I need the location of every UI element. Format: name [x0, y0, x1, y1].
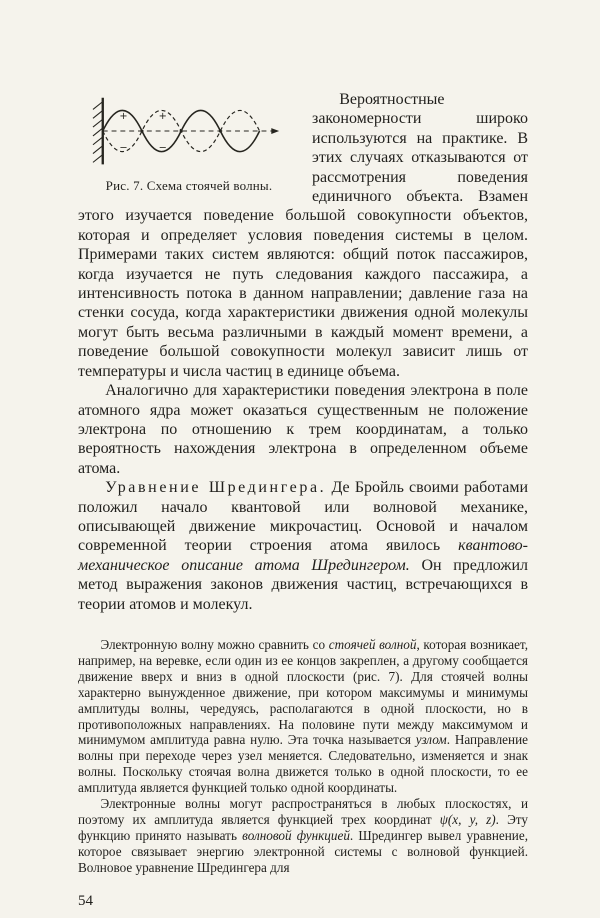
paragraph-text: , которая возникает, например, на веревке, если один из ее концов закреплен, а другому сообщается движение вверх и вниз в одной плоскости (рис. 7). Для стоячей волны характерно вынужденное движение, при котором максимумы и минимумы амплитуды волны, чередуясь, располагаются в одной плоскости, но в противоположных направлениях. На половине пути между максимумом и минимумом амплитуда равна нулю. Эта точка называется — [78, 636, 528, 748]
italic-phrase: волновой функцией — [242, 827, 350, 843]
minus-sign: − — [158, 142, 167, 154]
paragraph-text: Электронную волну можно сравнить со — [100, 636, 329, 652]
small-paragraph-wave-function — [78, 796, 528, 876]
page-number: 54 — [78, 892, 93, 909]
paragraph-text: Электронные волны могут распространяться в любых плоскостях, и поэтому их амплитуда является функцией трех координат — [78, 796, 528, 827]
paragraph-text: . Направление волны при переходе через узел меняется. Следовательно, изменяется и знак волны. Поскольку стоячая волна движется только в одной плоскости, то ее амплитуда является функцией только одной координаты. — [78, 732, 528, 796]
italic-phrase: узлом — [415, 732, 447, 748]
paragraph-electron — [78, 381, 528, 478]
plus-sign: + — [158, 111, 167, 123]
italic-phrase: стоячей волной — [328, 636, 417, 652]
wall-hatching — [93, 102, 103, 163]
standing-wave-diagram — [91, 92, 287, 172]
paragraph-text: Де Бройль своими работами положил начало квантовой или волновой механике, описывающей движение микрочастиц. Основой и началом современной теории строения атома явилось — [78, 479, 529, 555]
paragraph-text: Он предложил метод выражения законов движения частиц, встречающихся в теории атомов и молекул. — [78, 556, 529, 613]
figure-caption: Рис. 7. Схема стоячей волны. — [105, 178, 273, 193]
paragraph-text: . Эту функцию принято называть — [78, 811, 528, 843]
minus-sign: − — [119, 142, 128, 154]
paragraph-text: Вероятностные закономерности широко используются на практике. В этих случаях отказываются от рассмотрения поведения единичного объекта. Взамен этого изучается поведение большой совокупности объектов, которая и определяет условия поведения системы в целом. Примерами таких систем являются: общий поток пассажиров, когда изучается не путь следования каждого пассажира, а интенсивность потока в данном направлении; давление газа на стенки сосуда, когда характеристики движения одной молекулы могут быть весьма различными в каждый момент времени, а поведение большой совокупности молекул зависит лишь от температуры и числа частиц в единице объема. — [78, 91, 528, 380]
figure-standing-wave — [78, 92, 300, 194]
italic-phrase: квантово-механическое описание атома Шредингером. — [78, 537, 528, 574]
small-paragraph-standing-wave — [78, 637, 528, 796]
plus-sign: + — [119, 111, 128, 123]
math-expression: ψ(x, y, z) — [439, 811, 496, 827]
paragraph-schroedinger — [78, 478, 528, 614]
run-in-heading: Уравнение Шредингера. — [105, 479, 327, 497]
paragraph-text: . Шредингер вывел уравнение, которое связывает энергию электронной системы с волновой функцией. Волновое уравнение Шредингера для — [78, 827, 528, 875]
paragraph-text: Аналогично для характеристики поведения электрона в поле атомного ядра может оказаться существенным не положение электрона по отношению к трем координатам, а только вероятность нахождения электрона в определенном объеме атома. — [78, 382, 528, 477]
small-print-section — [78, 637, 528, 876]
axis-arrow — [271, 128, 279, 134]
